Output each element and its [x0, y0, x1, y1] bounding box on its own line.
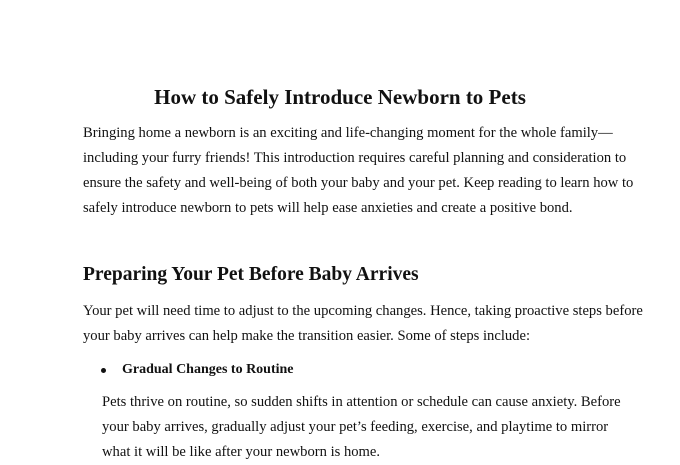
intro-line: including your furry friends! This introduction requires careful planning and consideration to [83, 150, 627, 166]
intro-line: ensure the safety and well-being of both your baby and your pet. Keep reading to learn how to [83, 175, 634, 191]
intro-line: Bringing home a newborn is an exciting and life-changing moment for the whole family— [83, 125, 613, 141]
section-heading: Preparing Your Pet Before Baby Arrives [83, 264, 419, 285]
section-paragraph [83, 299, 643, 349]
bullet-label: Gradual Changes to Routine [122, 362, 294, 377]
section-line: Your pet will need time to adjust to the upcoming changes. Hence, taking proactive steps before [83, 303, 643, 319]
bullet-line: Pets thrive on routine, so sudden shifts in attention or schedule can cause anxiety. Before [102, 394, 621, 410]
article-title: How to Safely Introduce Newborn to Pets [154, 85, 526, 109]
bullet-item [101, 358, 294, 382]
intro-paragraph [83, 121, 634, 221]
bullet-paragraph [102, 390, 621, 465]
intro-line: safely introduce newborn to pets will help ease anxieties and create a positive bond. [83, 200, 573, 216]
section-line: your baby arrives can help make the transition easier. Some of steps include: [83, 328, 531, 344]
bullet-line: what it will be like after your newborn is home. [102, 444, 381, 460]
bullet-dot-icon [101, 368, 106, 373]
bullet-line: your baby arrives, gradually adjust your pet’s feeding, exercise, and playtime to mirror [102, 419, 609, 435]
